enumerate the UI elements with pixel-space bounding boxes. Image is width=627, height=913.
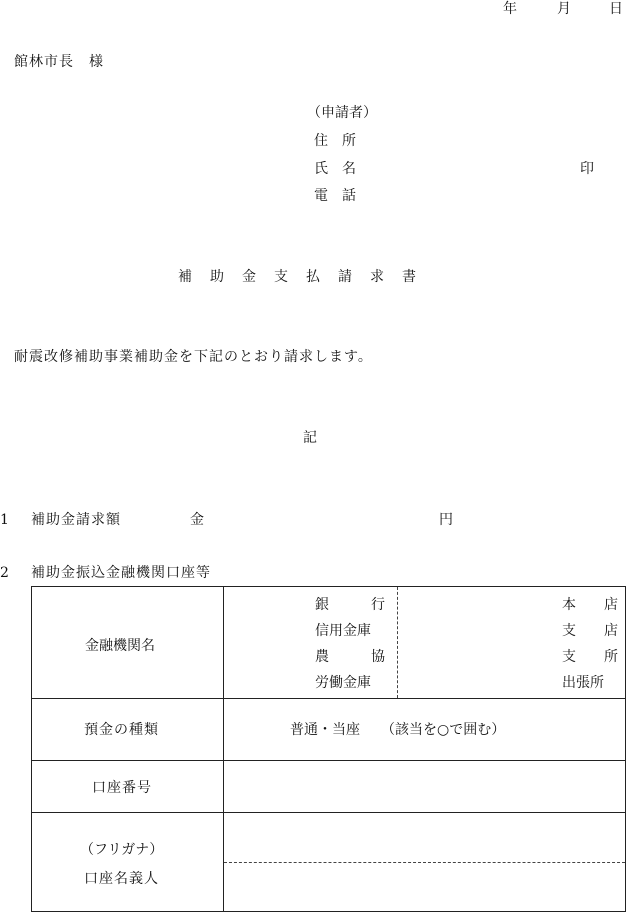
branch-type-office: 支 所 (562, 649, 618, 665)
ki-heading: 記 (303, 430, 317, 446)
branch-type-sub-office: 出張所 (562, 675, 604, 691)
date-day-label: 日 (609, 1, 623, 17)
item1-label: 補助金請求額 (31, 512, 121, 528)
item1-kin: 金 (190, 512, 204, 528)
applicant-name-label: 氏 名 (314, 161, 356, 177)
deposit-type-value: 普通・当座 （該当を○で囲む） (290, 722, 506, 738)
institution-branch-divider (397, 587, 398, 698)
addressee: 館林市長 様 (14, 54, 104, 70)
date-month-label: 月 (557, 1, 571, 17)
item1-number: 1 (0, 512, 9, 528)
institution-type-rokin: 労働金庫 (315, 675, 371, 691)
applicant-phone-label: 電 話 (314, 188, 356, 204)
deposit-type-label: 預金の種類 (84, 722, 159, 738)
document-title: 補 助 金 支 払 請 求 書 (178, 269, 418, 285)
table-row-divider (32, 812, 625, 813)
table-row-divider (32, 760, 625, 761)
branch-type-main: 本 店 (562, 597, 618, 613)
date-year-label: 年 (503, 1, 517, 17)
item2-number: 2 (0, 565, 9, 581)
account-number-label: 口座番号 (92, 780, 152, 796)
institution-type-bank: 銀 行 (315, 597, 385, 613)
item1-yen: 円 (439, 512, 453, 528)
request-statement: 耐震改修補助事業補助金を下記のとおり請求します。 (14, 349, 373, 365)
applicant-heading: （申請者） (307, 105, 377, 121)
item2-label: 補助金振込金融機関口座等 (31, 565, 211, 581)
seal-mark: 印 (580, 161, 594, 177)
furigana-divider (224, 862, 625, 863)
bank-account-table (31, 586, 626, 912)
applicant-address-label: 住 所 (314, 133, 356, 149)
institution-type-shinkin: 信用金庫 (315, 623, 371, 639)
account-holder-label: 口座名義人 (84, 871, 159, 887)
furigana-label: （フリガナ） (80, 842, 164, 858)
table-row-divider (32, 698, 625, 699)
institution-label: 金融機関名 (85, 638, 155, 654)
institution-type-nokyo: 農 協 (315, 649, 385, 665)
branch-type-branch: 支 店 (562, 623, 618, 639)
